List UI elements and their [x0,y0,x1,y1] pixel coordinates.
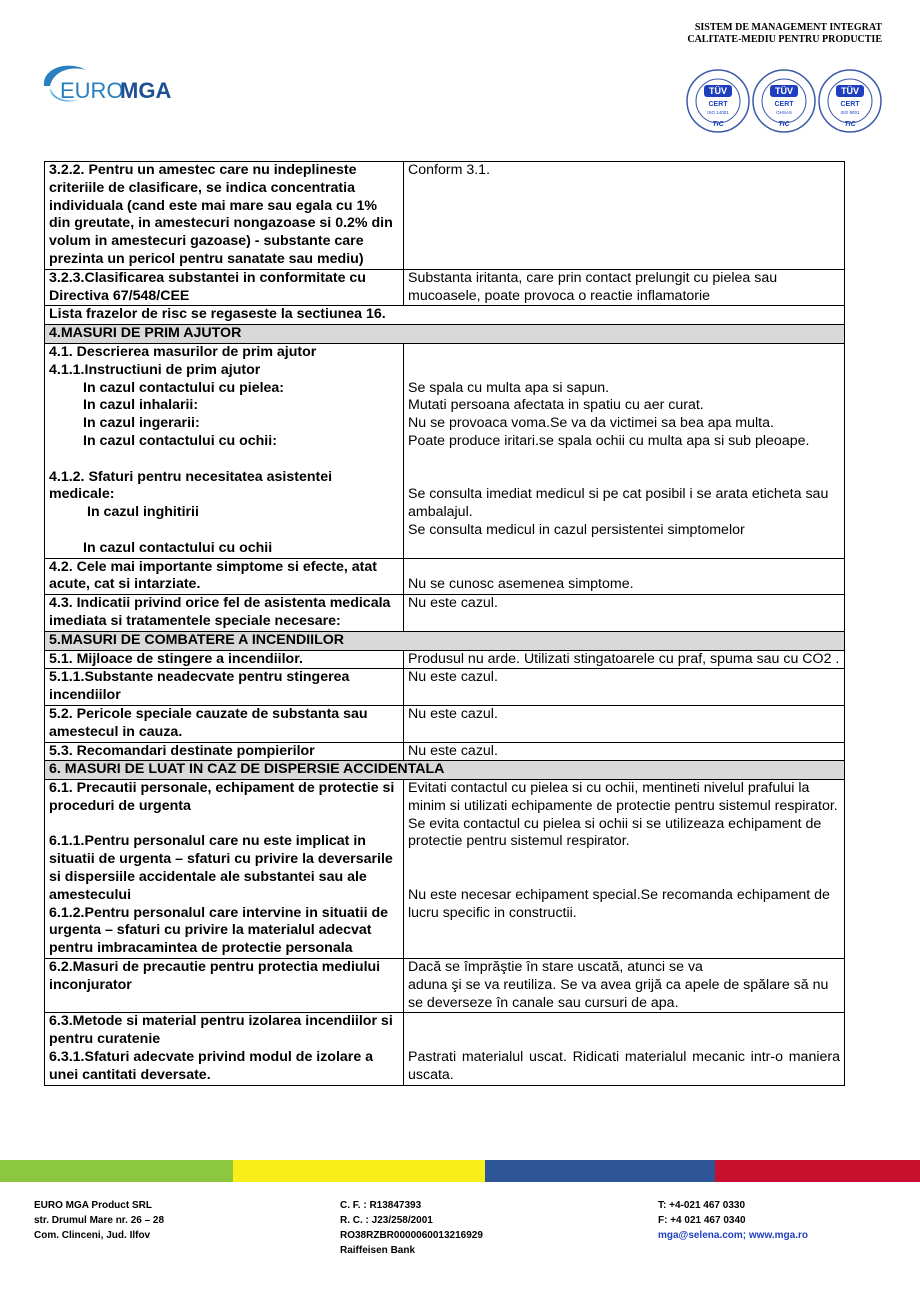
row-61-text: Evitati contactul cu pielea si cu ochii, mentineti nivelul prafului la minim si utilizati echipamente de protectie pentru sistemul respirator. [408,780,838,814]
header-line-1: SISTEM DE MANAGEMENT INTEGRAT [694,22,882,33]
row-51-value: Produsul nu arde. Utilizati stingatoarele cu praf, spuma sau cu CO2 . [404,650,845,669]
section-header-row [45,325,845,344]
svg-text:TIC: TIC [712,121,724,128]
section-5-heading: 5.MASURI DE COMBATERE A INCENDIILOR [45,631,845,650]
footer-color-bar-blue [485,1160,715,1182]
row-63-title: 6.3.Metode si material pentru izolarea incendiilor si pentru curatenie [49,1013,393,1048]
footer-street: str. Drumul Mare nr. 26 – 28 [34,1215,165,1226]
svg-text:TÜV: TÜV [709,86,727,96]
row-62-label: 6.2.Masuri de precautie pentru protectia mediului inconjurator [45,959,404,1013]
svg-text:TIC: TIC [778,121,790,128]
row-61-value [404,780,845,959]
euromga-logo [38,58,198,108]
row-411-title: 4.1.1.Instructiuni de prim ajutor [49,361,261,378]
row-41-eyes-text: Poate produce iritari.se spala ochii cu multa apa si sub pleoape. [408,432,810,449]
row-43-value: Nu este cazul. [404,595,845,632]
svg-text:ISO 9001: ISO 9001 [840,110,860,115]
row-611-text: Se evita contactul cu pielea si ochii si se utilizeaza echipament de protectie pentru sistemul respirator. [408,815,822,850]
footer-color-bar-red [715,1160,920,1182]
svg-text:TÜV: TÜV [841,86,859,96]
table-row [45,959,845,1013]
logo-mga-text: MGA [120,78,172,103]
table-row [45,306,845,325]
row-412-title: 4.1.2. Sfaturi pentru necesitatea asistentei medicale: [49,468,333,503]
row-631-text: Pastrati materialul uscat. Ridicati materialul mecanic intr-o maniera uscata. [408,1049,840,1083]
svg-text:TIC: TIC [844,121,856,128]
row-62-text-1: Dacă se împrăştie în stare uscată, atunci se va [408,959,703,976]
cert-seal-iso9001 [819,70,881,132]
row-511-value: Nu este cazul. [404,669,845,706]
footer-rc: R. C. : J23/258/2001 [340,1215,433,1226]
svg-text:ISO 14001: ISO 14001 [707,110,729,115]
table-row [45,780,845,959]
row-322-label: 3.2.2. Pentru un amestec care nu indeplineste criteriile de clasificare, se indica concentratia individuala (cand este mai mare sau egala cu 1% din greutate, in amestecuri nongazoase si 0.2% din volum in amestecuri gazoase) - substante care prezinta un pericol pentru sanatate sau mediu) [45,162,404,270]
row-61-label [45,780,404,959]
footer-cf: C. F. : R13847393 [340,1200,422,1211]
footer-registration [340,1198,483,1258]
row-322-value: Conform 3.1. [404,162,845,270]
cert-seal-ohsas [753,70,815,132]
row-42-value: Nu se cunosc asemenea simptome. [404,558,845,595]
svg-text:OHSAS: OHSAS [776,110,792,115]
risk-phrases-note: Lista frazelor de risc se regaseste la sectiunea 16. [45,306,845,325]
footer-contact [658,1198,808,1243]
table-row [45,343,845,558]
table-row [45,705,845,742]
row-41-value [404,343,845,558]
row-51-label: 5.1. Mijloace de stingere a incendiilor. [45,650,404,669]
section-header-row [45,761,845,780]
table-row [45,1013,845,1085]
svg-text:TÜV: TÜV [775,86,793,96]
row-63-value [404,1013,845,1085]
section-6-heading: 6. MASURI DE LUAT IN CAZ DE DISPERSIE ACCIDENTALA [45,761,845,780]
logo-euro-text: EURO [60,78,124,103]
svg-text:CERT: CERT [708,101,728,108]
footer-web-link[interactable]: mga@selena.com; www.mga.ro [658,1230,808,1241]
row-41-ingest-text: Nu se provoaca voma.Se va da victimei sa bea apa multa. [408,415,774,432]
row-412-eyes: In cazul contactului cu ochii [83,539,273,556]
tuv-certification-seals [684,68,884,134]
row-41-eyes2-text: Se consulta medicul in cazul persistentei simptomelor [408,521,745,538]
row-612-title: 6.1.2.Pentru personalul care intervine in situatii de urgenta – sfaturi cu privire la materialul adecvat pentru imbracamintea de protectie personala [49,904,389,957]
row-411-ingest: In cazul ingerarii: [83,415,200,432]
row-63-label [45,1013,404,1085]
row-52-value: Nu este cazul. [404,705,845,742]
row-412-swallow: In cazul inghitirii [87,504,199,521]
row-41-title: 4.1. Descrierea masurilor de prim ajutor [49,343,317,360]
row-52-label: 5.2. Pericole speciale cauzate de substanta sau amestecul in cauza. [45,705,404,742]
row-411-inhal: In cazul inhalarii: [83,397,199,414]
row-42-label: 4.2. Cele mai importante simptome si efecte, atat acute, cat si intarziate. [45,558,404,595]
footer-iban: RO38RZBR0000060013216929 [340,1230,483,1241]
management-system-header [687,22,882,46]
row-323-value: Substanta iritanta, care prin contact prelungit cu pielea sau mucoasele, poate provoca o reactie inflamatorie [404,269,845,306]
table-row [45,742,845,761]
row-41-label [45,343,404,558]
svg-text:CERT: CERT [840,101,860,108]
row-53-label: 5.3. Recomandari destinate pompierilor [45,742,404,761]
footer-fax: F: +4 021 467 0340 [658,1215,746,1226]
footer-color-bar-green [0,1160,233,1182]
row-411-eyes: In cazul contactului cu ochii: [83,432,277,449]
row-61-title: 6.1. Precautii personale, echipament de protectie si proceduri de urgenta [49,780,395,814]
table-row [45,269,845,306]
section-4-heading: 4.MASURI DE PRIM AJUTOR [45,325,845,344]
row-612-text: Nu este necesar echipament special.Se recomanda echipament de lucru specific in constructii. [408,886,830,921]
footer-company: EURO MGA Product SRL [34,1200,152,1211]
cert-seal-iso14001 [687,70,749,132]
footer-phone: T: +4-021 467 0330 [658,1200,746,1211]
table-row [45,669,845,706]
table-row [45,558,845,595]
row-411-skin: In cazul contactului cu pielea: [83,379,285,396]
row-511-label: 5.1.1.Substante neadecvate pentru stingerea incendiilor [45,669,404,706]
row-43-label: 4.3. Indicatii privind orice fel de asistenta medicala imediata si tratamentele speciale necesare: [45,595,404,632]
footer-address [34,1198,164,1243]
row-53-value: Nu este cazul. [404,742,845,761]
row-611-title: 6.1.1.Pentru personalul care nu este implicat in situatii de urgenta – sfaturi cu privire la deversarile si dispersiile accidentale ale substantei sau ale amestecului [49,833,393,903]
header-line-2: CALITATE-MEDIU PENTRU PRODUCTIE [687,34,882,45]
row-631-title: 6.3.1.Sfaturi adecvate privind modul de izolare a unei cantitati deversate. [49,1049,374,1083]
table-row [45,162,845,270]
safety-data-sheet-table [44,161,845,1086]
table-row [45,595,845,632]
row-41-inhal-text: Mutati persoana afectata in spatiu cu aer curat. [408,397,704,414]
row-62-text-2: aduna şi se va reutiliza. Se va avea grijă ca apele de spălare să nu se deverseze în canale sau cursuri de apa. [408,976,829,1011]
table-row [45,650,845,669]
row-62-value [404,959,845,1013]
footer-city: Com. Clinceni, Jud. Ilfov [34,1230,151,1241]
row-41-swallow-text: Se consulta imediat medicul si pe cat posibil i se arata eticheta sau ambalajul. [408,486,829,521]
footer-bank: Raiffeisen Bank [340,1245,416,1256]
footer-color-bar-yellow [233,1160,485,1182]
row-41-skin-text: Se spala cu multa apa si sapun. [408,379,610,396]
section-header-row [45,631,845,650]
row-323-label: 3.2.3.Clasificarea substantei in conformitate cu Directiva 67/548/CEE [45,269,404,306]
svg-text:CERT: CERT [774,101,794,108]
